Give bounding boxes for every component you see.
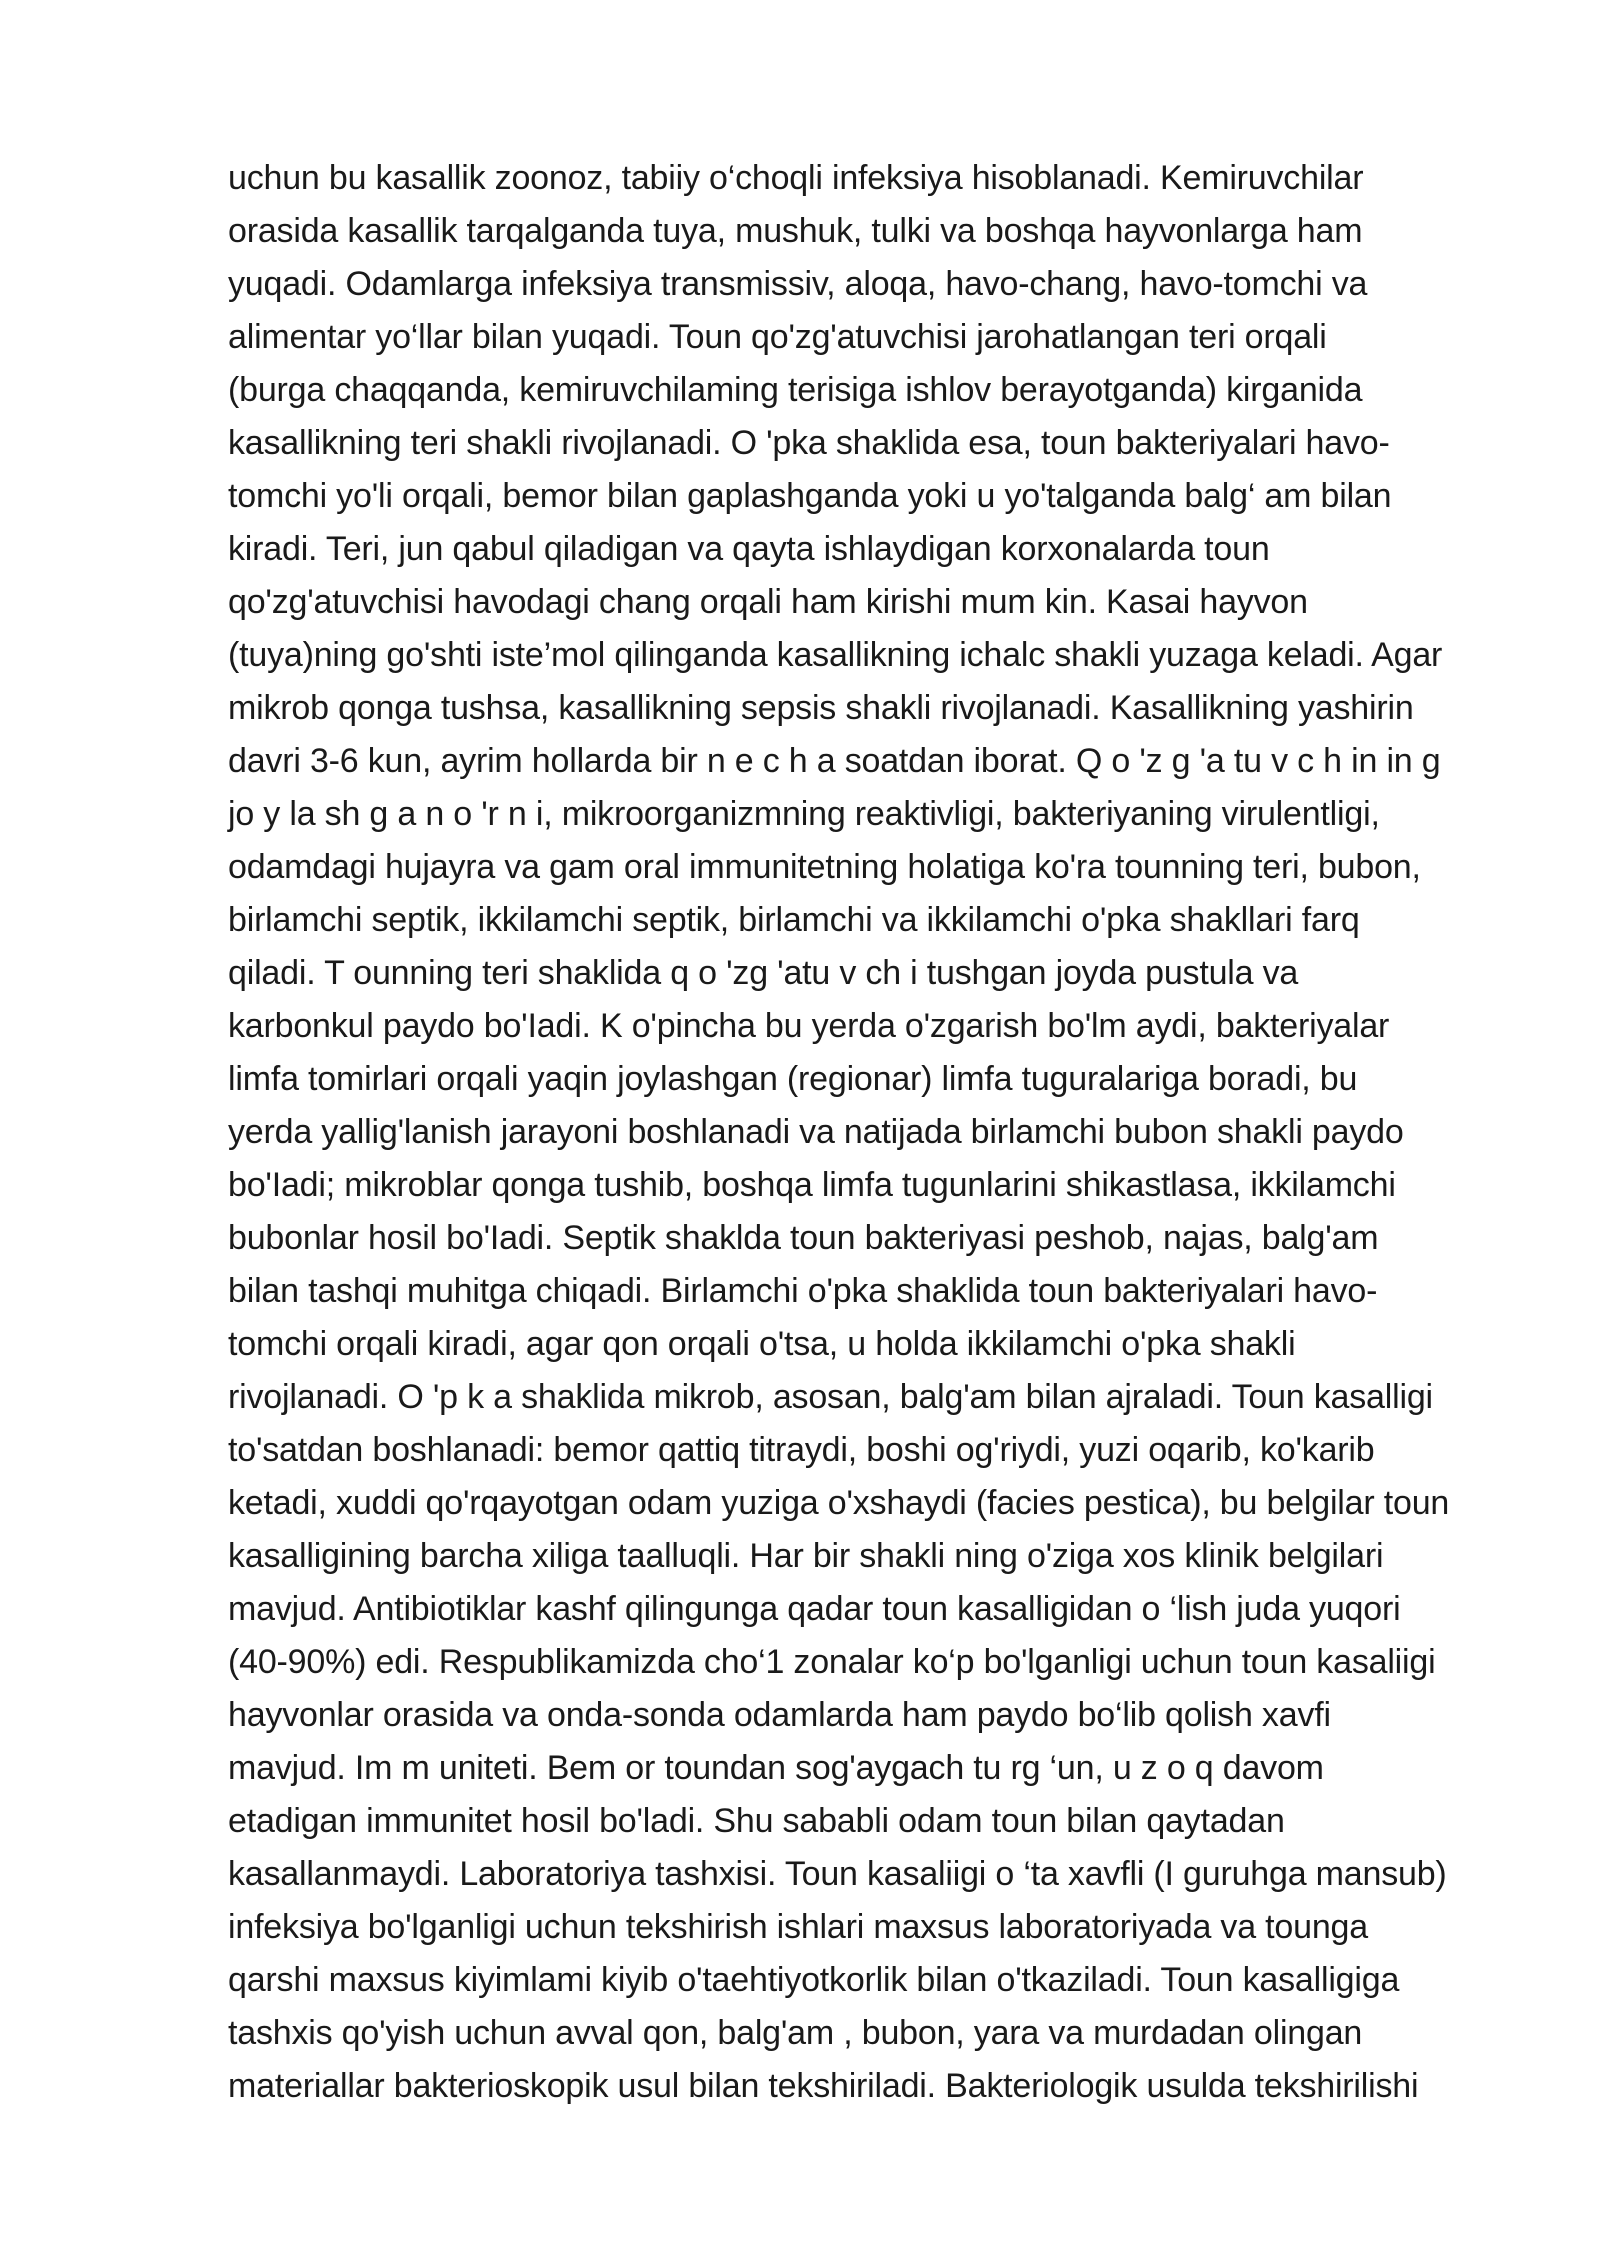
text-line: limfa tomirlari orqali yaqin joylashgan (regionar) limfa tuguralariga boradi, bu [228, 1060, 1358, 1098]
text-line: bo'Iadi; mikroblar qonga tushib, boshqa limfa tugunlarini shikastlasa, ikkilamchi [228, 1166, 1396, 1204]
text-line: tomchi yo'li orqali, bemor bilan gaplashganda yoki u yo'talganda balg‘ am bilan [228, 477, 1392, 515]
text-line: orasida kasallik tarqalganda tuya, mushuk, tulki va boshqa hayvonlarga ham [228, 212, 1363, 250]
text-line: mikrob qonga tushsa, kasallikning sepsis shakli rivojlanadi. Kasallikning yashirin [228, 689, 1414, 727]
text-line: qarshi maxsus kiyimlami kiyib o'taehtiyotkorlik bilan o'tkaziladi. Toun kasalligiga [228, 1961, 1400, 1999]
text-line: qiladi. T ounning teri shaklida q o 'zg 'atu v ch i tushgan joyda pustula va [228, 954, 1299, 992]
text-line: etadigan immunitet hosil bo'ladi. Shu sababli odam toun bilan qaytadan [228, 1802, 1285, 1840]
text-line: uchun bu kasallik zoonoz, tabiiy o‘choqli infeksiya hisoblanadi. Kemiruvchilar [228, 159, 1364, 197]
text-line: hayvonlar orasida va onda-sonda odamlarda ham paydo bo‘lib qolish xavfi [228, 1696, 1331, 1734]
text-line: yerda yallig'lanish jarayoni boshlanadi va natijada birlamchi bubon shakli paydo [228, 1113, 1404, 1151]
text-line: karbonkul paydo bo'Iadi. K o'pincha bu yerda o'zgarish bo'lm aydi, bakteriyalar [228, 1007, 1390, 1045]
text-line: davri 3-6 kun, ayrim hollarda bir n e c h a soatdan iborat. Q o 'z g 'a tu v c h in in g [228, 742, 1441, 780]
text-line: (40-90%) edi. Respublikamizda cho‘1 zonalar ko‘p bo'lganligi uchun toun kasaliigi [228, 1643, 1436, 1681]
text-line: rivojlanadi. O 'p k a shaklida mikrob, asosan, balg'am bilan ajraladi. Toun kasalligi [228, 1378, 1433, 1416]
text-line: to'satdan boshlanadi: bemor qattiq titraydi, boshi og'riydi, yuzi oqarib, ko'karib [228, 1431, 1375, 1469]
text-line: mavjud. Im m uniteti. Bem or toundan sog'aygach tu rg ‘un, u z o q davom [228, 1749, 1324, 1787]
text-line: materiallar bakterioskopik usul bilan tekshiriladi. Bakteriologik usulda tekshirilishi [228, 2067, 1419, 2105]
text-line: alimentar yo‘llar bilan yuqadi. Toun qo'zg'atuvchisi jarohatlangan teri orqali [228, 318, 1327, 356]
text-line: mavjud. Antibiotiklar kashf qilingunga qadar toun kasalligidan o ‘lish juda yuqori [228, 1590, 1401, 1628]
text-line: (tuya)ning go'shti iste’mol qilinganda kasallikning ichalc shakli yuzaga keladi. Agar [228, 636, 1443, 674]
text-line: kiradi. Teri, jun qabul qiladigan va qayta ishlaydigan korxonalarda toun [228, 530, 1270, 568]
text-line: bilan tashqi muhitga chiqadi. Birlamchi o'pka shaklida toun bakteriyalari havo- [228, 1272, 1378, 1310]
text-line: tashxis qo'yish uchun avval qon, balg'am , bubon, yara va murdadan olingan [228, 2014, 1363, 2052]
text-line: kasallanmaydi. Laboratoriya tashxisi. Toun kasaliigi o ‘ta xavfli (I guruhga mansub) [228, 1855, 1447, 1893]
text-line: jo y la sh g a n o 'r n i, mikroorganizmning reaktivligi, bakteriyaning virulentligi, [228, 795, 1380, 833]
text-line: odamdagi hujayra va gam oral immunitetning holatiga ko'ra tounning teri, bubon, [228, 848, 1421, 886]
text-line: bubonlar hosil bo'Iadi. Septik shaklda toun bakteriyasi peshob, najas, balg'am [228, 1219, 1379, 1257]
text-line: (burga chaqqanda, kemiruvchilaming terisiga ishlov berayotganda) kirganida [228, 371, 1363, 409]
text-line: kasalligining barcha xiliga taalluqli. Har bir shakli ning o'ziga xos klinik belgilari [228, 1537, 1384, 1575]
text-line: kasallikning teri shakli rivojlanadi. O 'pka shaklida esa, toun bakteriyalari havo- [228, 424, 1390, 462]
text-line: tomchi orqali kiradi, agar qon orqali o'tsa, u holda ikkilamchi o'pka shakli [228, 1325, 1296, 1363]
text-line: birlamchi septik, ikkilamchi septik, birlamchi va ikkilamchi o'pka shakllari farq [228, 901, 1360, 939]
text-line: infeksiya bo'lganligi uchun tekshirish ishlari maxsus laboratoriyada va tounga [228, 1908, 1368, 1946]
text-line: ketadi, xuddi qo'rqayotgan odam yuziga o'xshaydi (facies pestica), bu belgilar toun [228, 1484, 1450, 1522]
body-text [228, 152, 1528, 2113]
text-line: yuqadi. Odamlarga infeksiya transmissiv, aloqa, havo-chang, havo-tomchi va [228, 265, 1368, 303]
text-line: qo'zg'atuvchisi havodagi chang orqali ham kirishi mum kin. Kasai hayvon [228, 583, 1308, 621]
